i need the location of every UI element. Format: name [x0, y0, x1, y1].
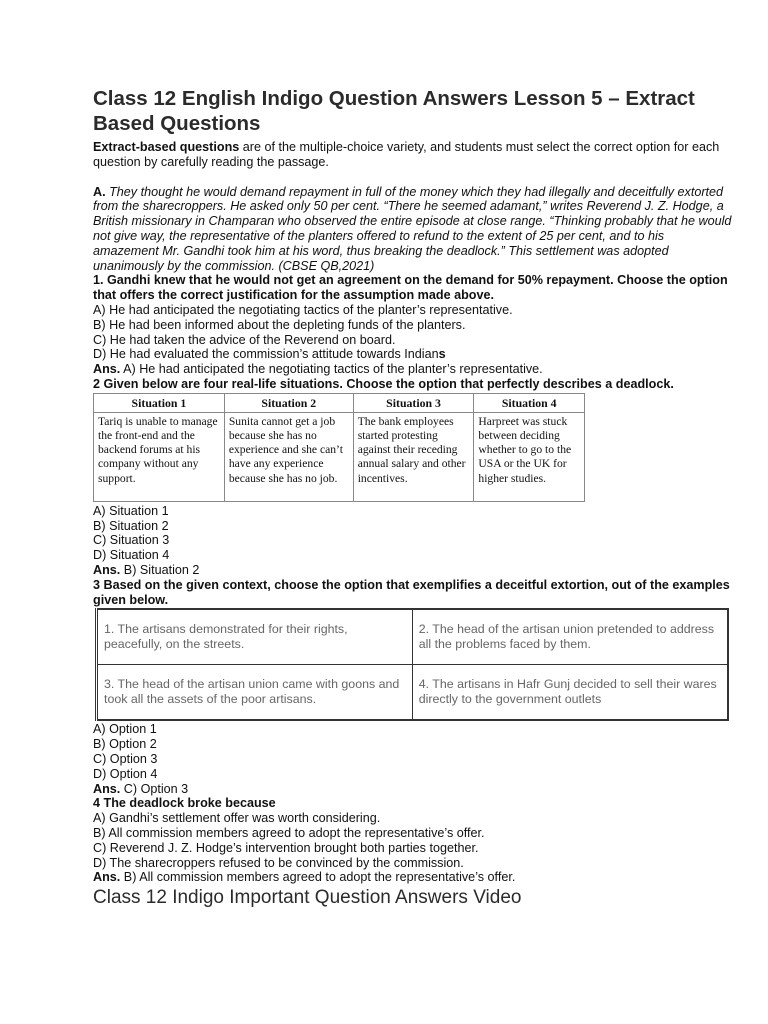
q1-option: C) He had taken the advice of the Reverend on board. [93, 332, 396, 347]
answer-label: Ans. [93, 870, 121, 885]
q1-option [93, 347, 733, 362]
question-4 [93, 796, 733, 885]
q1-option: A) He had anticipated the negotiating tactics of the planter’s representative. [93, 302, 513, 317]
table-cell: Harpreet was stuck between deciding whether to go to the USA or the UK for higher studies. [474, 412, 585, 501]
q1-answer [93, 362, 733, 377]
answer-label: Ans. [93, 562, 121, 577]
q3-option: A) Option 1 [93, 722, 157, 737]
table-cell: The bank employees started protesting against their receding annual salary and other incentives. [353, 412, 474, 501]
intro-text: are of the multiple-choice variety, and students must select the correct option for each question by carefully reading the passage. [93, 140, 720, 169]
q3-option: B) Option 2 [93, 737, 157, 752]
extract-text: They thought he would demand repayment in full of the money which they had illegally and deceitfully extorted from the sharecroppers. He asked only 50 per cent. “There he seemed adamant,” writes Reverend J. Z. Hodge, a British missionary in Champaran who observed the entire episode at close range. “Thinking probably that he would not give way, the representative of the planters offered to refund to the extent of 25 per cent, and to his amazement Mr. Gandhi took him at his word, thus breaking the deadlock.” This settlement was adopted unanimously by the commission. (CBSE QB,2021) [93, 184, 732, 273]
page-title: Class 12 English Indigo Question Answers Lesson 5 – Extract Based Questions [93, 87, 695, 135]
q3-option: C) Option 3 [93, 751, 158, 766]
question-1 [93, 273, 733, 377]
q4-answer [93, 870, 733, 885]
question-2 [93, 377, 733, 578]
answer-text: B) Situation 2 [120, 562, 200, 577]
answer-text: A) He had anticipated the negotiating tactics of the planter’s representative. [120, 362, 543, 377]
question-1-text: 1. Gandhi knew that he would not get an agreement on the demand for 50% repayment. Choose the option that offers the correct justification for the assumption made above. [93, 273, 728, 303]
extract-label: A. [93, 184, 106, 199]
q2-option: C) Situation 3 [93, 533, 170, 548]
document-page [93, 86, 733, 909]
q4-option: B) All commission members agreed to adopt the representative’s offer. [93, 825, 485, 840]
table-cell: Tariq is unable to manage the front-end and the backend forums at his company without any support. [94, 412, 225, 501]
q2-option: A) Situation 1 [93, 503, 169, 518]
q2-answer [93, 563, 733, 578]
table-header: Situation 4 [474, 393, 585, 412]
q1-option-d: D) He had evaluated the commission’s attitude towards Indian [93, 347, 439, 362]
table-cell: Sunita cannot get a job because she has no experience and she can’t have any experience because she has no job. [224, 412, 353, 501]
answer-text: B) All commission members agreed to adopt the representative’s offer. [120, 870, 516, 885]
table-cell: 1. The artisans demonstrated for their rights, peacefully, on the streets. [97, 609, 413, 665]
q3-answer [93, 782, 733, 797]
table-header: Situation 3 [353, 393, 474, 412]
table-header: Situation 1 [94, 393, 225, 412]
q4-option: C) Reverend J. Z. Hodge’s intervention brought both parties together. [93, 840, 479, 855]
video-section-heading: Class 12 Indigo Important Question Answers Video [93, 887, 522, 909]
q4-option: A) Gandhi’s settlement offer was worth considering. [93, 811, 381, 826]
question-2-text: 2 Given below are four real-life situations. Choose the option that perfectly describes a deadlock. [93, 376, 674, 391]
intro-bold: Extract-based questions [93, 140, 240, 154]
q2-option: B) Situation 2 [93, 518, 169, 533]
table-header: Situation 2 [224, 393, 353, 412]
q4-option: D) The sharecroppers refused to be convinced by the commission. [93, 855, 464, 870]
situations-table [93, 393, 585, 502]
table-cell: 2. The head of the artisan union pretended to address all the problems faced by them. [412, 609, 728, 665]
answer-label: Ans. [93, 781, 121, 796]
intro-paragraph [93, 140, 733, 170]
question-3-text: 3 Based on the given context, choose the option that exemplifies a deceitful extortion, out of the examples given below. [93, 577, 730, 607]
answer-text: C) Option 3 [120, 781, 189, 796]
q2-option: D) Situation 4 [93, 548, 170, 563]
q1-option-d-tail: s [438, 347, 446, 362]
table-cell: 3. The head of the artisan union came with goons and took all the assets of the poor artisans. [97, 665, 413, 721]
table-cell: 4. The artisans in Hafr Gunj decided to sell their wares directly to the government outlets [412, 665, 728, 721]
answer-label: Ans. [93, 362, 121, 377]
q1-option: B) He had been informed about the depleting funds of the planters. [93, 317, 466, 332]
q3-option: D) Option 4 [93, 766, 158, 781]
extract-passage [93, 185, 733, 274]
artisan-table [95, 608, 729, 721]
question-4-text: 4 The deadlock broke because [93, 796, 276, 811]
question-3 [93, 578, 733, 797]
